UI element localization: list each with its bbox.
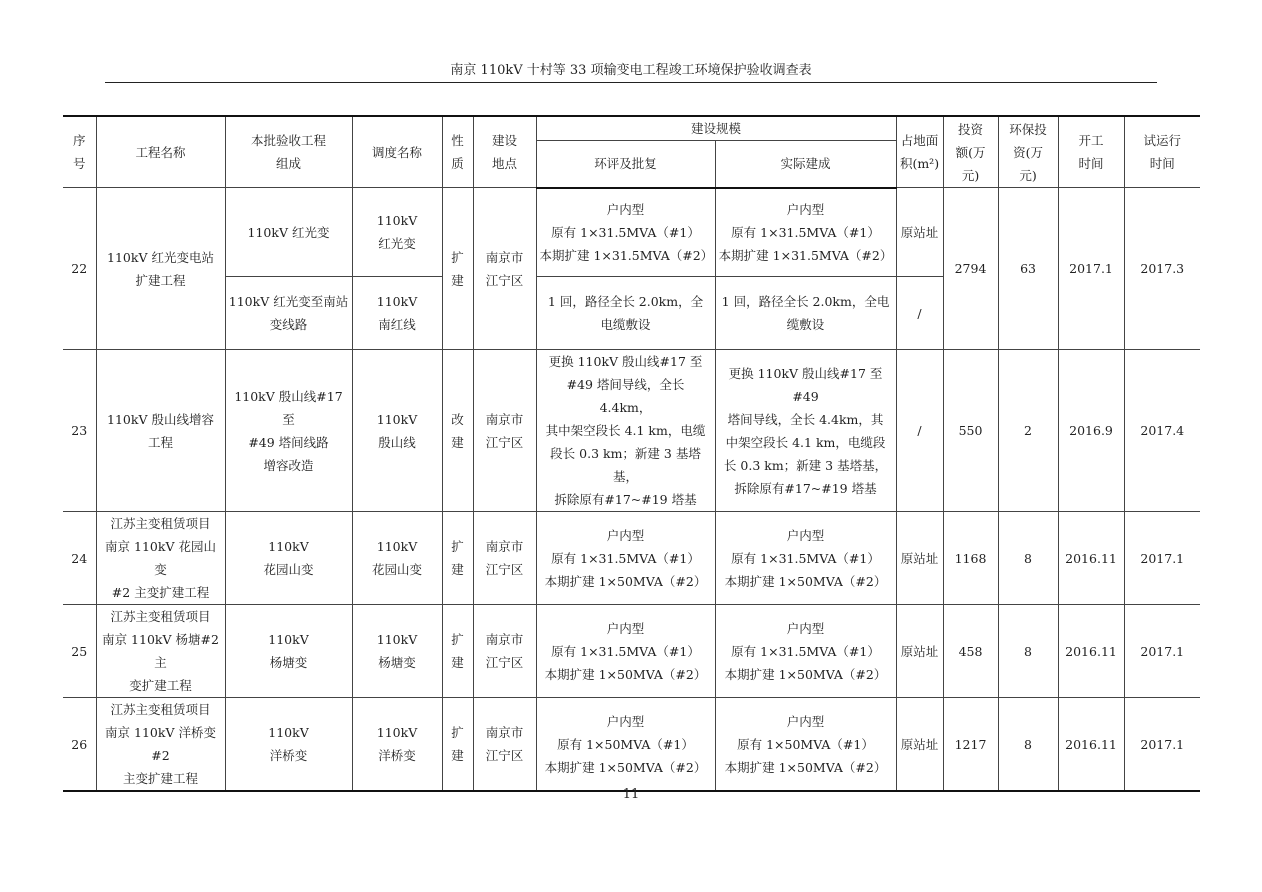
cell-dispatch-name: 110kV 杨塘变 xyxy=(352,605,442,698)
cell-start-time: 2016.9 xyxy=(1058,350,1124,512)
cell-composition: 110kV 洋桥变 xyxy=(225,698,352,792)
cell-scale-eia: 户内型 原有 1×31.5MVA（#1） 本期扩建 1×50MVA（#2） xyxy=(536,605,715,698)
cell-env-investment: 8 xyxy=(998,605,1058,698)
table-row xyxy=(63,605,1200,698)
cell-start-time: 2017.1 xyxy=(1058,188,1124,350)
cell-trial-time: 2017.4 xyxy=(1124,350,1200,512)
cell-nature: 扩 建 xyxy=(442,188,473,350)
cell-nature: 扩 建 xyxy=(442,605,473,698)
header-trial-time: 试运行 时间 xyxy=(1124,116,1200,188)
cell-scale-actual: 户内型 原有 1×31.5MVA（#1） 本期扩建 1×50MVA（#2） xyxy=(715,512,896,605)
cell-area: 原站址 xyxy=(896,188,943,277)
cell-dispatch-name: 110kV 洋桥变 xyxy=(352,698,442,792)
cell-scale-eia: 1 回，路径全长 2.0km，全 电缆敷设 xyxy=(536,277,715,350)
cell-area: 原站址 xyxy=(896,512,943,605)
cell-dispatch-name: 110kV 红光变 xyxy=(352,188,442,277)
cell-scale-actual: 更换 110kV 殷山线#17 至#49 塔间导线，全长 4.4km，其 中架空段长 4.1 km，电缆段 长 0.3 km；新建 3 基塔基， 拆除原有#17~#19 塔基 xyxy=(715,350,896,512)
table-row xyxy=(63,188,1200,277)
cell-scale-actual: 户内型 原有 1×31.5MVA（#1） 本期扩建 1×31.5MVA（#2） xyxy=(715,188,896,277)
cell-env-investment: 8 xyxy=(998,512,1058,605)
header-dispatch-name: 调度名称 xyxy=(352,116,442,188)
cell-investment: 1168 xyxy=(943,512,998,605)
header-env-investment: 环保投 资(万 元) xyxy=(998,116,1058,188)
cell-area: / xyxy=(896,277,943,350)
cell-scale-eia: 户内型 原有 1×31.5MVA（#1） 本期扩建 1×50MVA（#2） xyxy=(536,512,715,605)
cell-composition: 110kV 杨塘变 xyxy=(225,605,352,698)
cell-project-name: 江苏主变租赁项目 南京 110kV 花园山变 #2 主变扩建工程 xyxy=(96,512,225,605)
cell-nature: 扩 建 xyxy=(442,512,473,605)
page-header-title: 南京 110kV 十村等 33 项输变电工程竣工环境保护验收调查表 xyxy=(450,63,812,78)
cell-area: 原站址 xyxy=(896,698,943,792)
cell-dispatch-name: 110kV 殷山线 xyxy=(352,350,442,512)
cell-seq: 25 xyxy=(63,605,96,698)
table-row xyxy=(63,698,1200,792)
header-area: 占地面 积(m²) xyxy=(896,116,943,188)
cell-investment: 550 xyxy=(943,350,998,512)
header-composition: 本批验收工程 组成 xyxy=(225,116,352,188)
cell-start-time: 2016.11 xyxy=(1058,605,1124,698)
cell-project-name: 110kV 红光变电站 扩建工程 xyxy=(96,188,225,350)
table-row xyxy=(63,350,1200,512)
cell-area: / xyxy=(896,350,943,512)
cell-location: 南京市 江宁区 xyxy=(473,605,536,698)
header-divider xyxy=(105,82,1157,83)
header-nature: 性 质 xyxy=(442,116,473,188)
acceptance-survey-table xyxy=(63,115,1200,792)
header-scale: 建设规模 xyxy=(536,116,896,141)
cell-env-investment: 2 xyxy=(998,350,1058,512)
cell-composition: 110kV 红光变 xyxy=(225,188,352,277)
cell-location: 南京市 江宁区 xyxy=(473,512,536,605)
cell-seq: 23 xyxy=(63,350,96,512)
cell-dispatch-name: 110kV 南红线 xyxy=(352,277,442,350)
cell-location: 南京市 江宁区 xyxy=(473,698,536,792)
cell-composition: 110kV 花园山变 xyxy=(225,512,352,605)
cell-scale-actual: 户内型 原有 1×31.5MVA（#1） 本期扩建 1×50MVA（#2） xyxy=(715,605,896,698)
header-scale-eia: 环评及批复 xyxy=(536,141,715,188)
header-scale-actual: 实际建成 xyxy=(715,141,896,188)
cell-investment: 2794 xyxy=(943,188,998,350)
cell-scale-eia: 户内型 原有 1×31.5MVA（#1） 本期扩建 1×31.5MVA（#2） xyxy=(536,188,715,277)
cell-project-name: 110kV 殷山线增容 工程 xyxy=(96,350,225,512)
cell-trial-time: 2017.1 xyxy=(1124,605,1200,698)
cell-scale-eia: 户内型 原有 1×50MVA（#1） 本期扩建 1×50MVA（#2） xyxy=(536,698,715,792)
cell-env-investment: 8 xyxy=(998,698,1058,792)
cell-start-time: 2016.11 xyxy=(1058,512,1124,605)
cell-trial-time: 2017.1 xyxy=(1124,698,1200,792)
header-investment: 投资 额(万 元) xyxy=(943,116,998,188)
cell-trial-time: 2017.3 xyxy=(1124,188,1200,350)
cell-trial-time: 2017.1 xyxy=(1124,512,1200,605)
cell-composition: 110kV 红光变至南站 变线路 xyxy=(225,277,352,350)
cell-seq: 22 xyxy=(63,188,96,350)
header-project-name: 工程名称 xyxy=(96,116,225,188)
cell-location: 南京市 江宁区 xyxy=(473,188,536,350)
cell-seq: 26 xyxy=(63,698,96,792)
cell-area: 原站址 xyxy=(896,605,943,698)
cell-composition: 110kV 殷山线#17 至 #49 塔间线路 增容改造 xyxy=(225,350,352,512)
header-seq: 序 号 xyxy=(63,116,96,188)
table-row xyxy=(63,512,1200,605)
cell-project-name: 江苏主变租赁项目 南京 110kV 杨塘#2 主 变扩建工程 xyxy=(96,605,225,698)
cell-project-name: 江苏主变租赁项目 南京 110kV 洋桥变#2 主变扩建工程 xyxy=(96,698,225,792)
cell-scale-actual: 1 回，路径全长 2.0km，全电 缆敷设 xyxy=(715,277,896,350)
cell-investment: 1217 xyxy=(943,698,998,792)
cell-start-time: 2016.11 xyxy=(1058,698,1124,792)
header-location: 建设 地点 xyxy=(473,116,536,188)
cell-dispatch-name: 110kV 花园山变 xyxy=(352,512,442,605)
cell-scale-actual: 户内型 原有 1×50MVA（#1） 本期扩建 1×50MVA（#2） xyxy=(715,698,896,792)
page-number: 11 xyxy=(622,787,640,802)
cell-nature: 改 建 xyxy=(442,350,473,512)
cell-env-investment: 63 xyxy=(998,188,1058,350)
cell-seq: 24 xyxy=(63,512,96,605)
cell-scale-eia: 更换 110kV 殷山线#17 至 #49 塔间导线，全长 4.4km， 其中架空段长 4.1 km，电缆 段长 0.3 km；新建 3 基塔基， 拆除原有#17~#19 塔基 xyxy=(536,350,715,512)
cell-nature: 扩 建 xyxy=(442,698,473,792)
cell-investment: 458 xyxy=(943,605,998,698)
cell-location: 南京市 江宁区 xyxy=(473,350,536,512)
header-start-time: 开工 时间 xyxy=(1058,116,1124,188)
